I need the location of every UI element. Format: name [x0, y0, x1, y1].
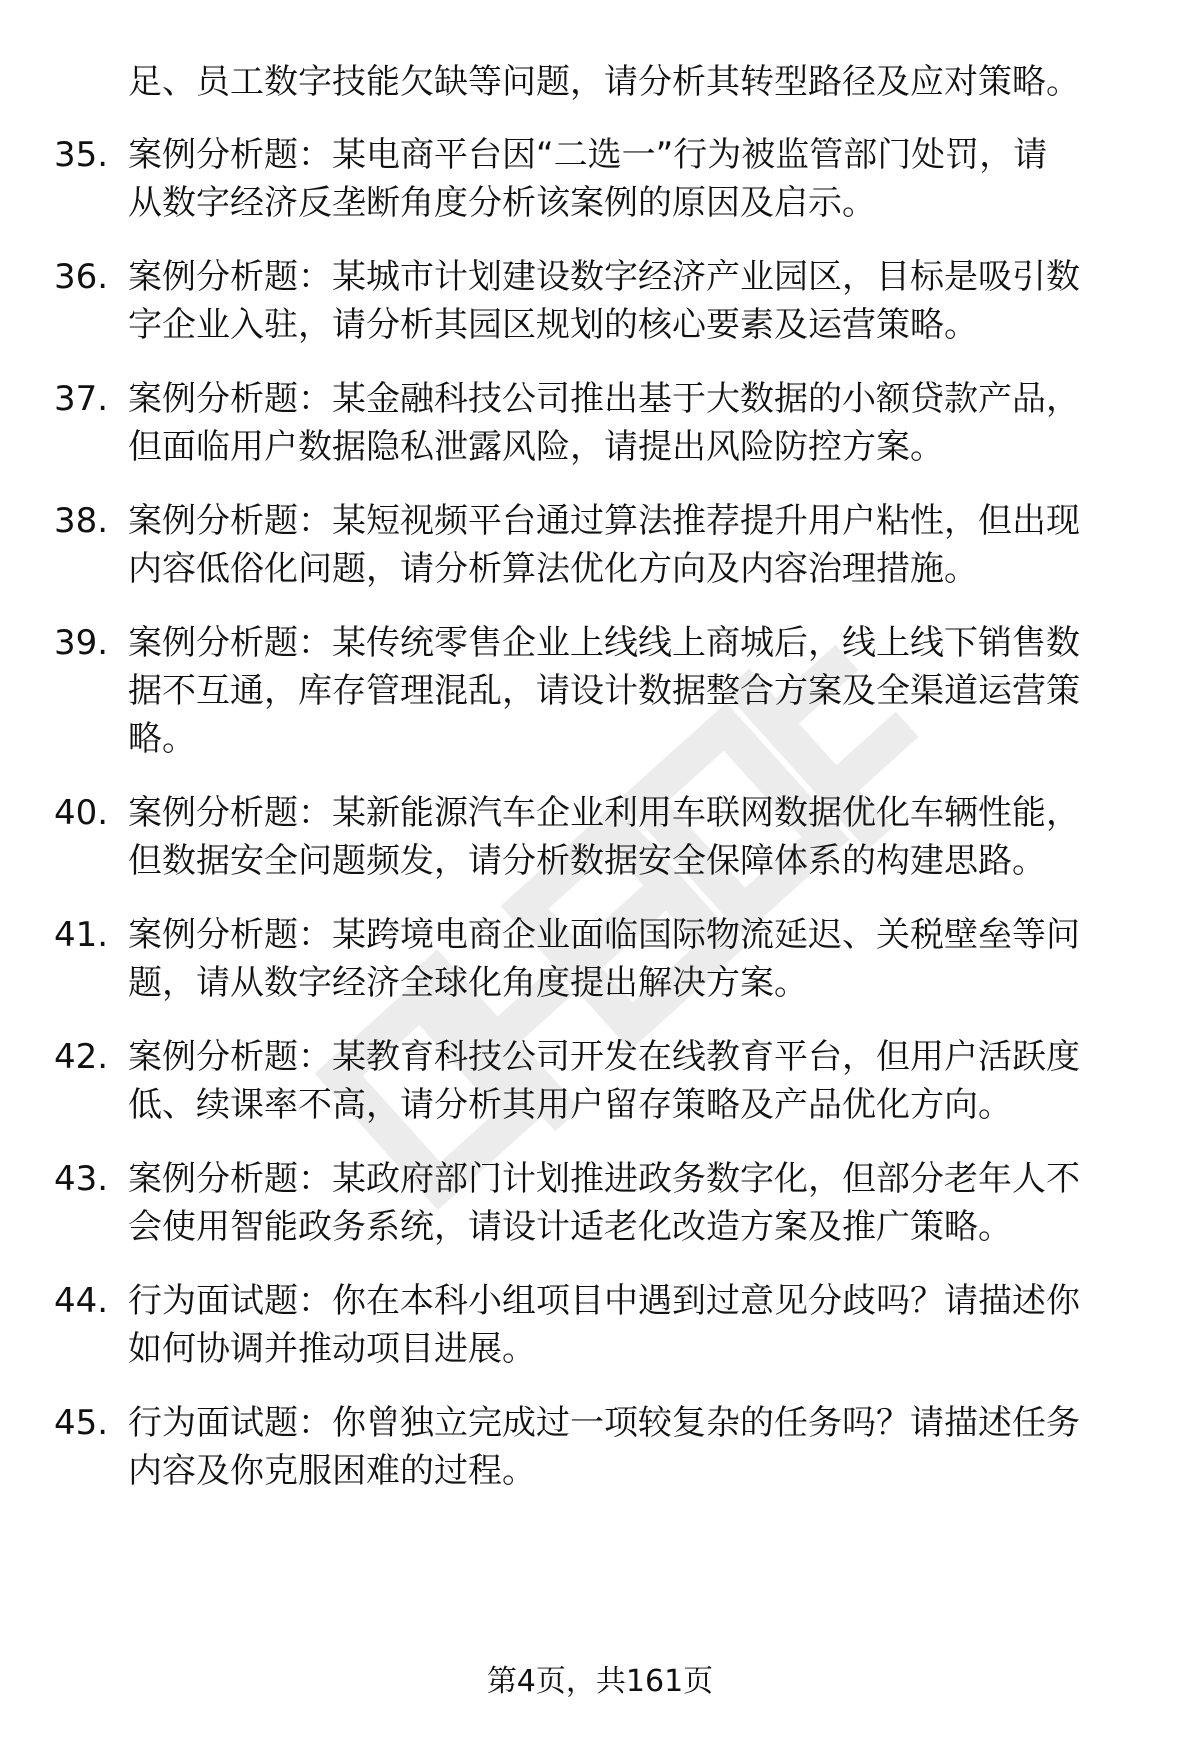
question-line: 从数字经济反垄断角度分析该案例的原因及启示。 [128, 183, 876, 223]
question-number: 35. [54, 135, 109, 175]
question-line: 据不互通，库存管理混乱，请设计数据整合方案及全渠道运营策 [128, 671, 1080, 711]
question-line: 题，请从数字经济全球化角度提出解决方案。 [128, 963, 808, 1003]
question-line: 但数据安全问题频发，请分析数据安全保障体系的构建思路。 [128, 841, 1046, 881]
question-line: 内容及你克服困难的过程。 [128, 1451, 536, 1491]
question-line: 案例分析题：某电商平台因“二选一”行为被监管部门处罚，请 [128, 135, 1048, 175]
question-line: 案例分析题：某传统零售企业上线线上商城后，线上线下销售数 [128, 623, 1080, 663]
question-number: 45. [54, 1403, 109, 1443]
question-text [128, 619, 1138, 763]
question-line: 案例分析题：某城市计划建设数字经济产业园区，目标是吸引数 [128, 257, 1080, 297]
question-number: 37. [54, 379, 109, 419]
question-line: 行为面试题：你在本科小组项目中遇到过意见分歧吗？请描述你 [128, 1281, 1080, 1321]
question-text [128, 1155, 1138, 1251]
question-text [128, 1277, 1138, 1373]
question-text [128, 497, 1138, 593]
question-text [128, 131, 1138, 227]
question-line: 案例分析题：某金融科技公司推出基于大数据的小额贷款产品， [128, 379, 1080, 419]
question-number: 42. [54, 1037, 109, 1077]
question-line: 案例分析题：某新能源汽车企业利用车联网数据优化车辆性能， [128, 793, 1080, 833]
question-line: 略。 [128, 719, 196, 759]
question-line: 案例分析题：某政府部门计划推进政务数字化，但部分老年人不 [128, 1159, 1080, 1199]
question-line: 内容低俗化问题，请分析算法优化方向及内容治理措施。 [128, 549, 978, 589]
question-number: 40. [54, 793, 109, 833]
question-number: 39. [54, 623, 109, 663]
question-line: 会使用智能政务系统，请设计适老化改造方案及推广策略。 [128, 1207, 1012, 1247]
question-text [128, 253, 1138, 349]
question-line: 但面临用户数据隐私泄露风险，请提出风险防控方案。 [128, 427, 944, 467]
continued-question-text: 足、员工数字技能欠缺等问题，请分析其转型路径及应对策略。 [128, 62, 1080, 102]
question-text [128, 375, 1138, 471]
question-line: 低、续课率不高，请分析其用户留存策略及产品优化方向。 [128, 1085, 1012, 1125]
question-line: 案例分析题：某短视频平台通过算法推荐提升用户粘性，但出现 [128, 501, 1080, 541]
question-number: 36. [54, 257, 109, 297]
question-text [128, 1033, 1138, 1129]
question-text [128, 1399, 1138, 1495]
question-text [128, 911, 1138, 1007]
question-number: 43. [54, 1159, 109, 1199]
question-number: 44. [54, 1281, 109, 1321]
question-line: 案例分析题：某教育科技公司开发在线教育平台，但用户活跃度 [128, 1037, 1080, 1077]
question-number: 41. [54, 915, 109, 955]
question-line: 行为面试题：你曾独立完成过一项较复杂的任务吗？请描述任务 [128, 1403, 1080, 1443]
question-line: 字企业入驻，请分析其园区规划的核心要素及运营策略。 [128, 305, 978, 345]
question-number: 38. [54, 501, 109, 541]
question-text [128, 789, 1138, 885]
page-footer: 第4页，共161页 [486, 1664, 714, 1699]
question-line: 如何协调并推动项目进展。 [128, 1329, 536, 1369]
question-line: 案例分析题：某跨境电商企业面临国际物流延迟、关税壁垒等问 [128, 915, 1080, 955]
